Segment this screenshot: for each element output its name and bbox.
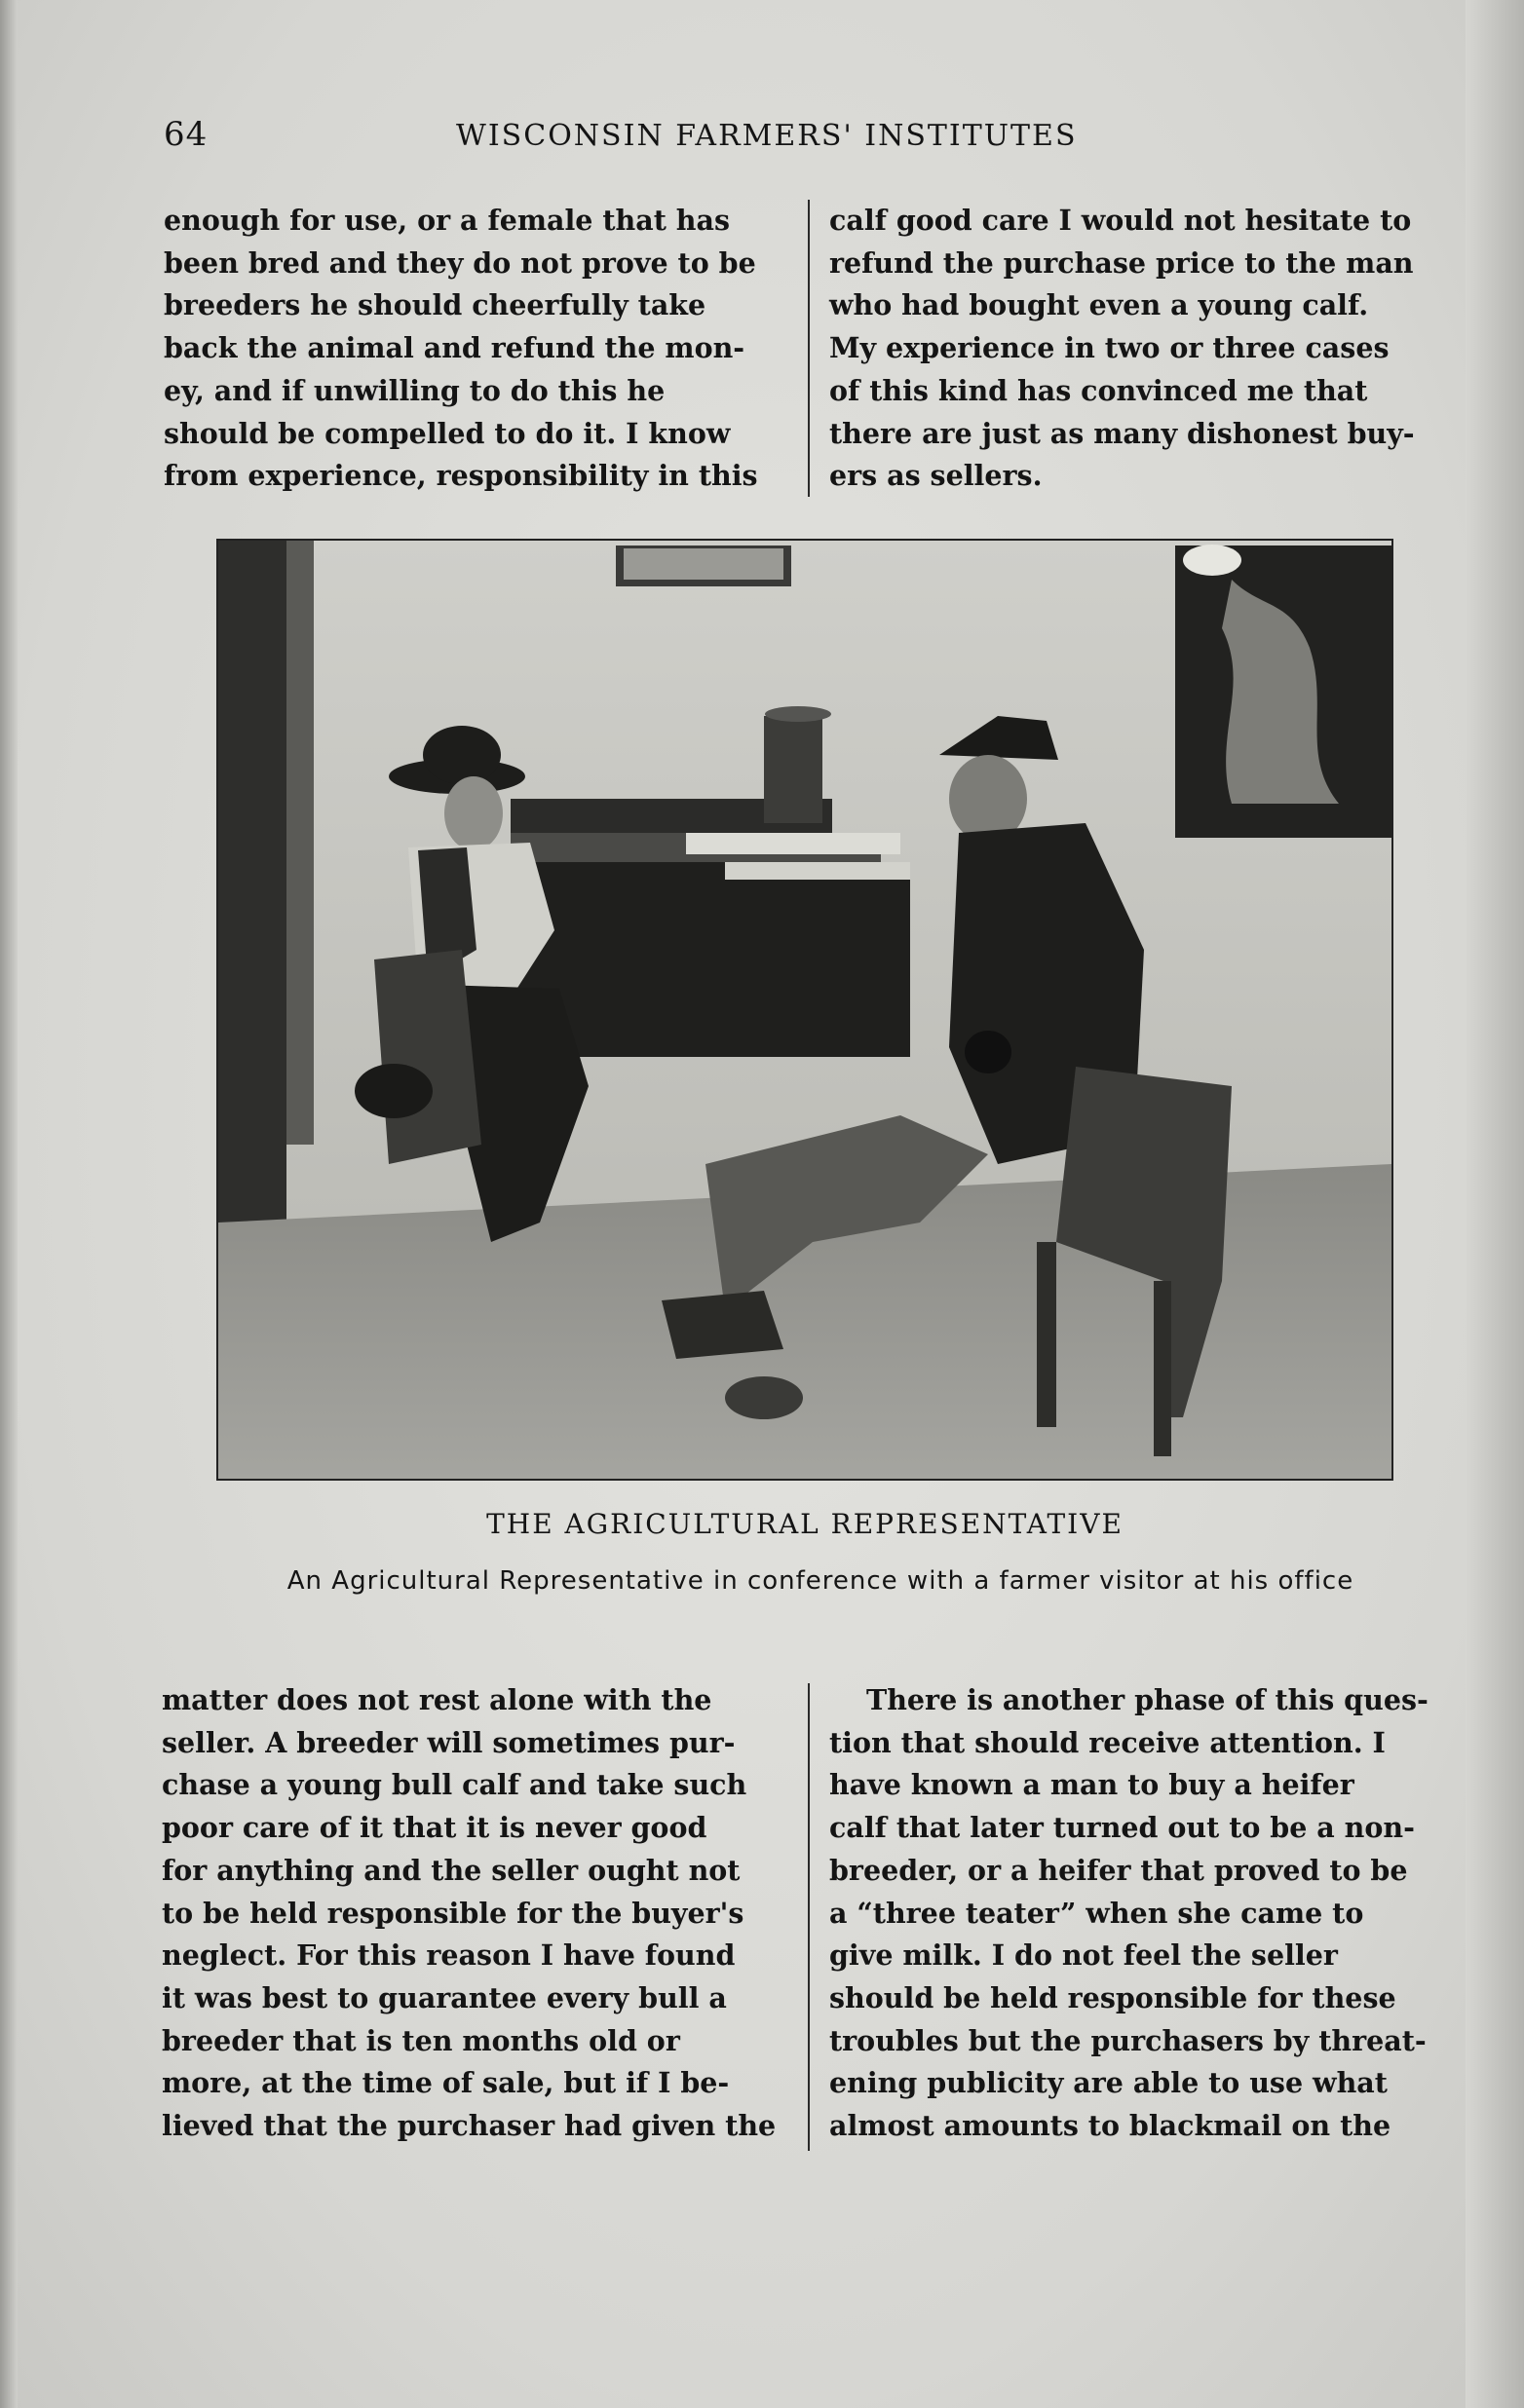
- text-line: who had bought even a young calf.: [829, 288, 1369, 322]
- text-line: ers as sellers.: [829, 459, 1043, 493]
- text-line: seller. A breeder will sometimes pur-: [162, 1725, 736, 1759]
- wall-picture-inner: [624, 548, 783, 580]
- text-line: troubles but the purchasers by threat-: [829, 2023, 1427, 2057]
- text-line: refund the purchase price to the man: [829, 245, 1414, 280]
- desk-papers-2: [725, 862, 910, 880]
- text-line: been bred and they do not prove to be: [164, 245, 756, 280]
- text-line: poor care of it that it is never good: [162, 1811, 707, 1845]
- text-line: of this kind has convinced me that: [829, 373, 1368, 407]
- text-line: more, at the time of sale, but if I be-: [162, 2066, 730, 2100]
- text-line: lieved that the purchaser had given the: [162, 2109, 777, 2143]
- hat-on-chair: [355, 1064, 433, 1118]
- figure-caption: An Agricultural Representative in conference with a farmer visitor at his office: [286, 1566, 1354, 1596]
- office-scene-illustration: [218, 541, 1391, 1479]
- text-line: matter does not rest alone with the: [162, 1683, 712, 1716]
- text-line: have known a man to buy a heifer: [829, 1768, 1354, 1802]
- text-line: for anything and the seller ought not: [162, 1853, 741, 1887]
- text-line: breeders he should cheerfully take: [164, 288, 706, 322]
- bottom-right-column: [829, 1679, 1463, 2148]
- text-line: back the animal and refund the mon-: [164, 331, 745, 365]
- face-left: [444, 776, 503, 850]
- page-left-shadow: [0, 0, 18, 2408]
- text-line: enough for use, or a female that has: [164, 204, 731, 237]
- text-line: to be held responsible for the buyer's: [162, 1896, 744, 1930]
- boot-right-2: [725, 1376, 803, 1419]
- tray: [765, 706, 831, 722]
- text-line: breeder that is ten months old or: [162, 2023, 680, 2057]
- text-line: neglect. For this reason I have found: [162, 1938, 736, 1973]
- chair-leg-2: [1154, 1281, 1171, 1456]
- text-line: almost amounts to blackmail on the: [829, 2109, 1391, 2143]
- column-divider-bottom: [808, 1683, 810, 2151]
- text-line: calf good care I would not hesitate to: [829, 204, 1412, 237]
- text-line: breeder, or a heifer that proved to be: [829, 1853, 1408, 1887]
- running-title: WISCONSIN FARMERS' INSTITUTES: [456, 119, 1078, 153]
- lamp-glare: [1183, 545, 1241, 576]
- bottom-left-column: [162, 1679, 795, 2148]
- file-box: [764, 716, 822, 823]
- text-line: it was best to guarantee every bull a: [162, 1980, 727, 2014]
- hands-right: [965, 1031, 1011, 1073]
- photograph: [216, 539, 1393, 1481]
- column-divider-top: [808, 200, 810, 497]
- text-line: should be compelled to do it. I know: [164, 416, 731, 450]
- door-frame: [286, 541, 314, 1145]
- page-number: 64: [164, 115, 209, 154]
- boot-right: [662, 1291, 783, 1359]
- text-line: there are just as many dishonest buy-: [829, 416, 1415, 450]
- page-right-shadow: [1466, 0, 1524, 2408]
- text-line: should be held responsible for these: [829, 1980, 1396, 2014]
- text-line: tion that should receive attention. I: [829, 1725, 1386, 1759]
- top-left-column: [164, 200, 795, 498]
- text-line: My experience in two or three cases: [829, 331, 1390, 365]
- text-line: a “three teater” when she came to: [829, 1896, 1364, 1930]
- text-line: ening publicity are able to use what: [829, 2066, 1388, 2100]
- desk-papers: [686, 833, 900, 854]
- chair-leg: [1037, 1242, 1056, 1427]
- text-line: give milk. I do not feel the seller: [829, 1938, 1338, 1973]
- text-line: calf that later turned out to be a non-: [829, 1811, 1415, 1845]
- text-line: ey, and if unwilling to do this he: [164, 373, 666, 407]
- hat-crown-left: [423, 726, 501, 784]
- page-header: [164, 115, 1455, 164]
- top-right-column: [829, 200, 1461, 498]
- text-line: There is another phase of this ques-: [866, 1683, 1429, 1716]
- text-line: chase a young bull calf and take such: [162, 1768, 747, 1802]
- figure-title: THE AGRICULTURAL REPRESENTATIVE: [486, 1508, 1124, 1540]
- text-line: from experience, responsibility in this: [164, 459, 758, 493]
